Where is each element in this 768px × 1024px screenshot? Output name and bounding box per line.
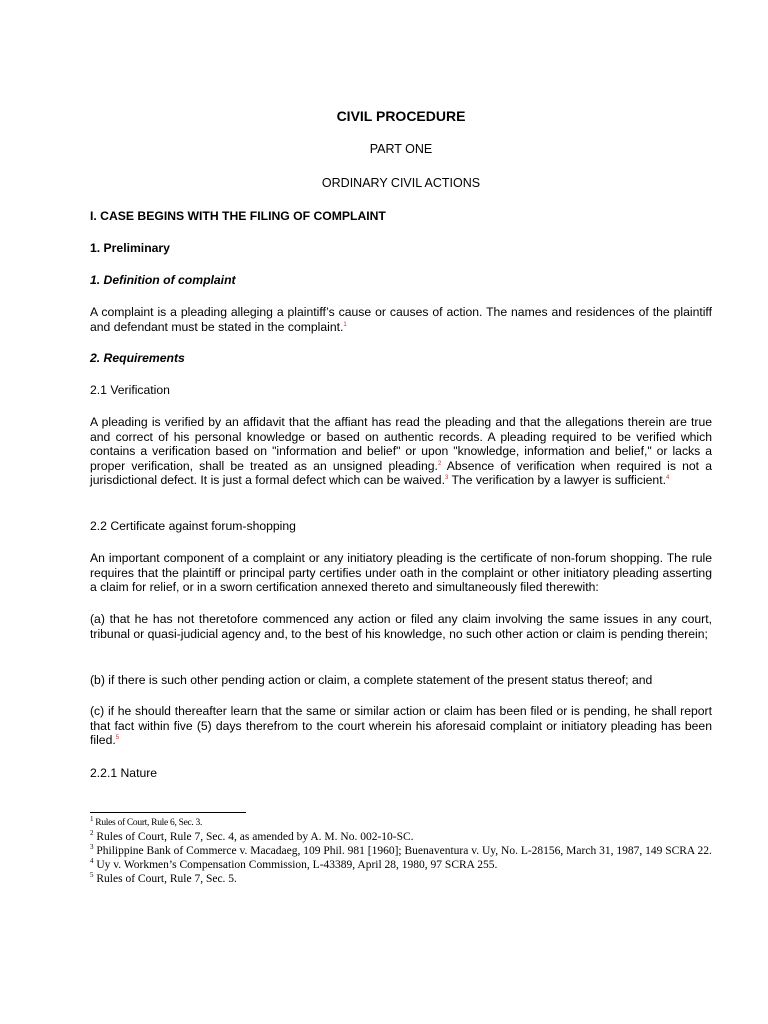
subtitle-heading: ORDINARY CIVIL ACTIONS bbox=[321, 176, 481, 190]
part-heading: PART ONE bbox=[369, 142, 433, 156]
footnote-ref-4[interactable]: 4 bbox=[665, 475, 670, 482]
verification-paragraph bbox=[90, 415, 712, 488]
footnote-4: $^4$ Uy v. Workmen’s Compensation Commission, L-43389, April 28, 1980, 97 SCRA 255. bbox=[90, 857, 498, 871]
certificate-item-c: (c) if he should thereafter learn that the same or similar action or claim has been filed or is pending, he shall report that fact within five (5) days therefrom to the court wherein his aforesaid complaint or initiatory pleading has been filed. bbox=[90, 704, 712, 748]
footnote-ref-5[interactable]: 5 bbox=[115, 735, 120, 742]
definition-text: A complaint is a pleading alleging a plaintiff’s cause or causes of action. The names and residences of the plaintiff and defendant must be stated in the complaint. bbox=[90, 305, 712, 334]
section-heading-i: I. CASE BEGINS WITH THE FILING OF COMPLAINT bbox=[90, 209, 386, 223]
document-title: CIVIL PROCEDURE bbox=[336, 108, 466, 124]
nature-heading: 2.2.1 Nature bbox=[90, 766, 158, 780]
definition-heading: 1. Definition of complaint bbox=[90, 273, 236, 287]
footnote-2: $^2$ Rules of Court, Rule 7, Sec. 4, as amended by A. M. No. 002-10-SC. bbox=[90, 829, 414, 843]
certificate-item-a: (a) that he has not theretofore commenced any action or filed any claim involving the same issues in any court, tribunal or quasi-judicial agency and, to the best of his knowledge, no such other action or claim is pending therein; bbox=[90, 612, 712, 641]
verification-text-c: The verification by a lawyer is sufficient. bbox=[448, 473, 666, 488]
verification-heading: 2.1 Verification bbox=[90, 383, 170, 397]
verification-text-b: Absence of verification when required is not a jurisdictional defect. It is just a formal defect which can be waived. bbox=[90, 458, 712, 488]
footnote-1: $^1$ Rules of Court, Rule 6, Sec. 3. bbox=[90, 814, 203, 828]
footnote-ref-1[interactable]: 1 bbox=[343, 321, 347, 328]
verification-text-a: A pleading is verified by an affidavit that the affiant has read the pleading and that the allegations therein are true and correct of his personal knowledge or based on authentic records. A pleading required to be verified which contains a verification based on "information and belief" or upon "knowledge, information and belief," or lacks a proper verification, shall be treated as an unsigned pleading. bbox=[90, 415, 712, 473]
footnote-ref-3[interactable]: 3 bbox=[444, 475, 449, 482]
footnotes bbox=[90, 816, 712, 886]
requirements-heading: 2. Requirements bbox=[90, 351, 185, 365]
definition-paragraph bbox=[90, 305, 712, 334]
footnote-ref-2[interactable]: 2 bbox=[437, 460, 442, 467]
certificate-intro-paragraph: An important component of a complaint or any initiatory pleading is the certificate of non-forum shopping. The rule requires that the plaintiff or principal party certifies under oath in the complaint or other initiatory pleading asserting a claim for relief, or in a sworn certification annexed thereto and simultaneously filed therewith: bbox=[90, 551, 712, 595]
certificate-item-b: (b) if there is such other pending action or claim, a complete statement of the present status thereof; and bbox=[90, 673, 653, 687]
section-heading-preliminary: 1. Preliminary bbox=[90, 241, 170, 255]
certificate-item-c-paragraph bbox=[90, 704, 712, 748]
footnote-5: $^5$ Rules of Court, Rule 7, Sec. 5. bbox=[90, 871, 237, 885]
certificate-heading: 2.2 Certificate against forum-shopping bbox=[90, 519, 296, 533]
footnote-separator bbox=[90, 812, 246, 813]
footnote-3: $^3$ Philippine Bank of Commerce v. Macadaeg, 109 Phil. 981 [1960]; Buenaventura v. Uy, No. L-28156, March 31, 1987, 149 SCRA 22. bbox=[90, 843, 712, 857]
